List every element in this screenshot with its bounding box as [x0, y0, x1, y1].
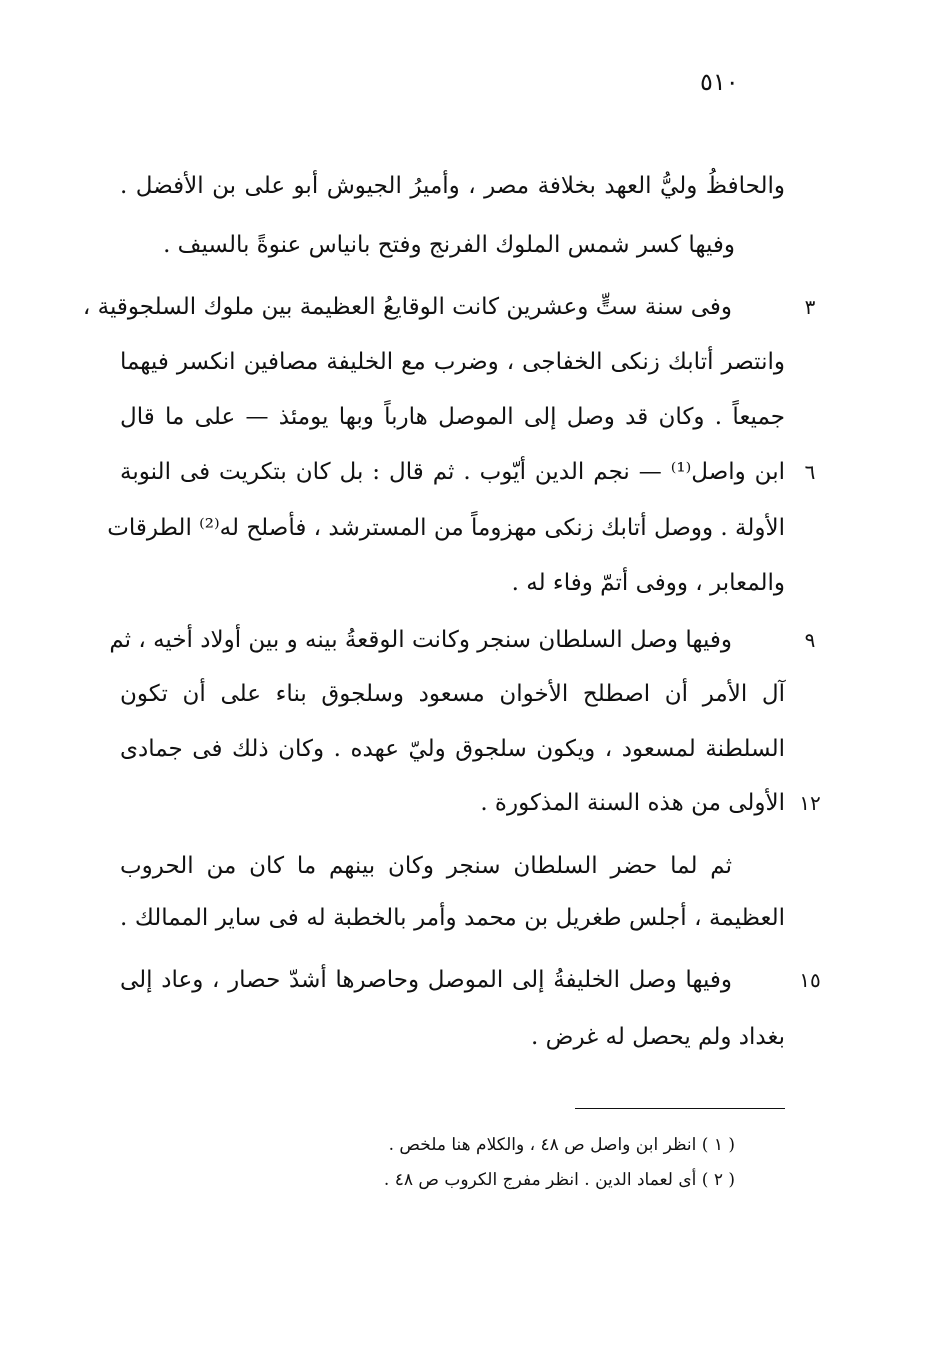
text-line: وفى سنة ستٍّ وعشرين كانت الوقايعُ العظيمة بين ملوك السلجوقية ، [82, 294, 732, 320]
page-number: ٥١٠ [700, 68, 739, 96]
text-line: وفيها كسر شمس الملوك الفرنج وفتح بانياس عنوةً بالسيف . [163, 232, 735, 258]
footnote-divider [575, 1108, 785, 1109]
footnote: ( ٢ ) أى لعماد الدين . انظر مفرج الكروب ص ٤٨ . [383, 1170, 735, 1190]
text-line: الأولة . ووصل أتابك زنكى مهزوماً من المسترشد ، فأصلح له⁽²⁾ الطرقات [107, 515, 785, 541]
line-number: ٣ [804, 295, 816, 319]
text-line: وفيها وصل السلطان سنجر وكانت الوقعةُ بينه و بين أولاد أخيه ، ثم [109, 627, 732, 653]
text-line: السلطنة لمسعود ، ويكون سلجوق وليّ عهده . وكان ذلك فى جمادى [120, 736, 785, 762]
text-line: وانتصر أتابك زنكى الخفاجى ، وضرب مع الخليفة مصافين انكسر فيهما [120, 349, 785, 375]
text-line: ثم لما حضر السلطان سنجر وكان بينهم ما كان من الحروب [120, 853, 732, 879]
line-number: ٦ [804, 460, 816, 484]
text-line: الأولى من هذه السنة المذكورة . [480, 790, 785, 816]
text-line: بغداد ولم يحصل له غرض . [531, 1024, 785, 1050]
line-number: ١٥ [799, 968, 821, 992]
text-line: جميعاً . وكان قد وصل إلى الموصل هارباً وبها يومئذ — على ما قال [120, 404, 785, 430]
text-line: العظيمة ، أجلس طغريل بن محمد وأمر بالخطبة له فى ساير الممالك . [120, 905, 785, 931]
text-line: وفيها وصل الخليفةُ إلى الموصل وحاصرها أشدّ حصار ، وعاد إلى [120, 967, 732, 993]
text-line: ابن واصل⁽¹⁾ — نجم الدين أيّوب . ثم قال : بل كان بتكريت فى النوبة [120, 459, 785, 485]
text-line: والحافظُ وليُّ العهد بخلافة مصر ، وأميرُ الجيوش أبو على بن الأفضل . [120, 173, 785, 199]
text-line: والمعابر ، ووفى أتمّ وفاء له . [511, 570, 785, 596]
line-number: ١٢ [799, 791, 821, 815]
text-line: آل الأمر أن اصطلح الأخوان مسعود وسلجوق بناء على أن تكون [120, 681, 785, 707]
line-number: ٩ [804, 628, 816, 652]
footnote: ( ١ ) انظر ابن واصل ص ٤٨ ، والكلام هنا ملخص . [388, 1135, 735, 1155]
